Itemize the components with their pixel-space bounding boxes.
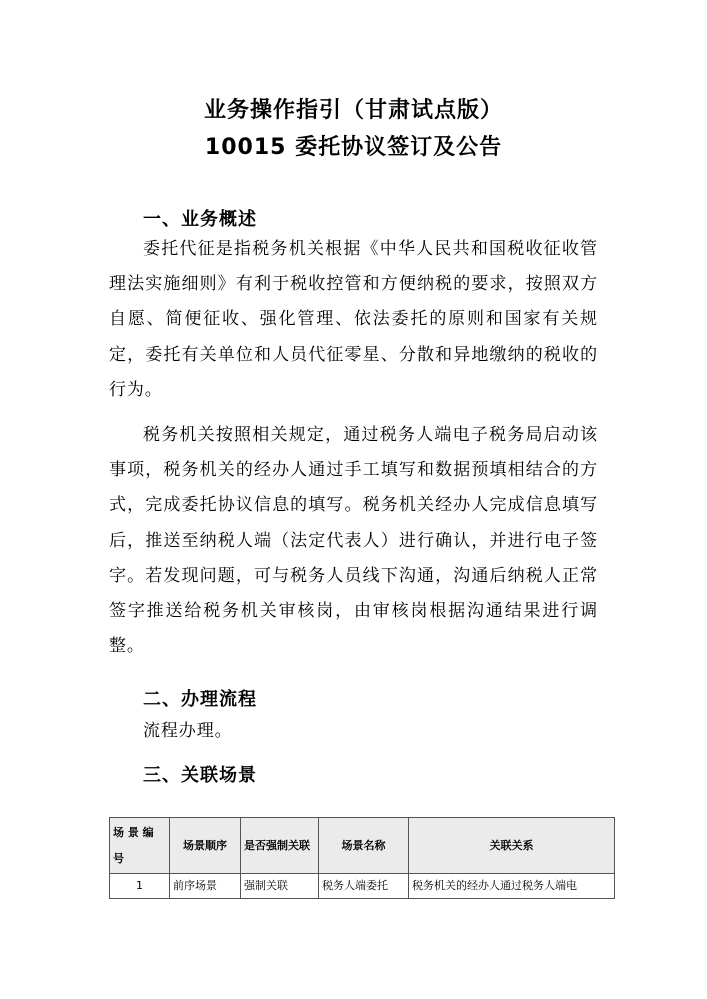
process-paragraph: 流程办理。 (143, 721, 233, 741)
header-scene-name: 场景名称 (319, 818, 409, 874)
header-relation: 关联关系 (409, 818, 615, 874)
overview-paragraph-2: 税务机关按照相关规定，通过税务人端电子税务局启动该事项，税务机关的经办人通过手工填写和数据预填相结合的方式，完成委托协议信息的填写。税务机关经办人完成信息填写后，推送至纳税人端（法定代表人）进行确认，并进行电子签字。若发现问题，可与税务人员线下沟通，沟通后纳税人正常签字推送给税务机关审核岗，由审核岗根据沟通结果进行调整。 (109, 425, 598, 657)
document-subtitle: 10015 委托协议签订及公告 (204, 135, 503, 160)
cell-scene-order: 前序场景 (170, 874, 241, 899)
section-heading-related: 三、关联场景 (143, 765, 257, 786)
overview-paragraph-1: 委托代征是指税务机关根据《中华人民共和国税收征收管理法实施细则》有利于税收控管和方便纳税的要求，按照双方自愿、简便征收、强化管理、依法委托的原则和国家有关规定，委托有关单位和人员代征零星、分散和异地缴纳的税收的行为。 (109, 239, 598, 400)
document-title: 业务操作指引（甘肃试点版） (203, 98, 503, 123)
section-heading-process: 二、办理流程 (143, 689, 257, 710)
cell-relation: 税务机关的经办人通过税务人端电 (409, 874, 615, 899)
table-row (110, 874, 615, 899)
table-header-row (110, 818, 615, 874)
section-heading-overview: 一、业务概述 (143, 209, 257, 230)
cell-mandatory-link: 强制关联 (241, 874, 319, 899)
cell-scene-number: 1 (110, 874, 170, 899)
related-scenes-table (109, 817, 615, 899)
header-scene-number: 场 景 编 号 (110, 818, 170, 874)
header-scene-order: 场景顺序 (170, 818, 241, 874)
header-mandatory-link: 是否强制关联 (241, 818, 319, 874)
cell-scene-name: 税务人端委托 (319, 874, 409, 899)
